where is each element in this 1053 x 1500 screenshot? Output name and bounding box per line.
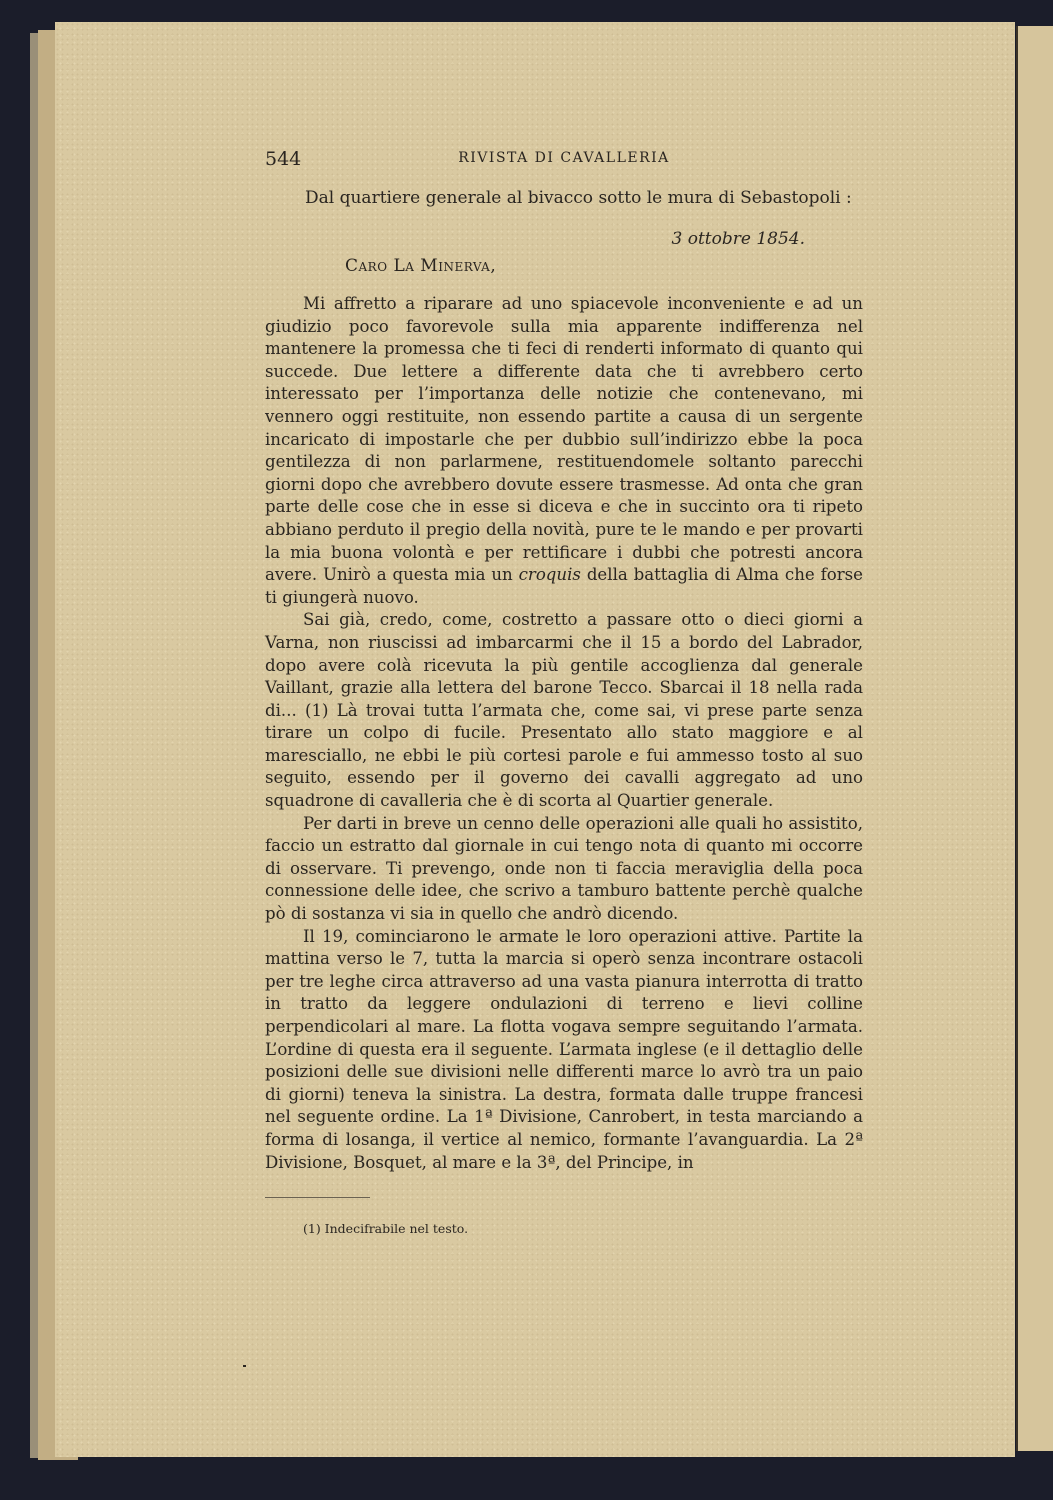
letter-intro: Dal quartiere generale al bivacco sotto le mura di Sebastopoli : <box>305 188 852 208</box>
facing-page-edge <box>1016 26 1053 1451</box>
letter-salutation: Caro La Minerva, <box>345 256 497 276</box>
paragraph-4: Il 19, cominciarono le armate le loro operazioni attive. Partite la mattina verso le 7, tutta la marcia si operò senza incontrare ostacoli per tre leghe circa attraverso ad una vasta pianura interrotta di tratto in tratto da leggere ondulazioni di terreno e lievi colline perpendicolari al mare. La flotta vogava sempre seguitando l’armata. L’ordine di questa era il seguente. L’armata inglese (e il dettaglio delle posizioni delle sue divisioni nelle differenti marce lo avrò tra un paio di giorni) teneva la sinistra. La destra, formata dalle truppe francesi nel seguente ordine. La 1ª Divisione, Canrobert, in testa marciando a forma di losanga, il vertice al nemico, formante l’avanguardia. La 2ª Divisione, Bosquet, al mare e la 3ª, del Principe, in <box>265 926 863 1172</box>
paragraph-1-text: Mi affretto a riparare ad uno spiacevole inconveniente e ad un giudizio poco favorevole sulla mia apparente indifferenza nel mantenere la promessa che ti feci di renderti informato di quanto qui succede. Due lettere a differente data che ti avrebbero certo interessato per l’importanza delle notizie che contenevano, mi vennero oggi restituite, non essendo partite a causa di un sergente incaricato di impostarle che per dubbio sull’indirizzo ebbe la poca gentilezza di non parlarmene, restituendomele soltanto parecchi giorni dopo che avrebbero dovute essere trasmesse. Ad onta che gran parte delle cose che in esse si diceva e che in succinto ora ti ripeto abbiano perduto il pregio della novità, pure te le mando e per provarti la mia buona volontà e per rettificare i dubbi che potresti ancora avere. Unirò a questa mia un <box>265 294 863 585</box>
running-title: RIVISTA DI CAVALLERIA <box>458 150 670 166</box>
paragraph-1 <box>265 293 863 609</box>
paragraph-3: Per darti in breve un cenno delle operazioni alle quali ho assistito, faccio un estratto dal giornale in cui tengo nota di quanto mi occorre di osservare. Ti prevengo, onde non ti faccia meraviglia della poca connessione delle idee, che scrivo a tamburo battente perchè qualche pò di sostanza vi sia in quello che andrò dicendo. <box>265 813 863 924</box>
paragraph-1-tail: della battaglia di Alma che forse ti giungerà nuovo. <box>265 565 863 607</box>
page-number: 544 <box>265 148 302 170</box>
letter-date: 3 ottobre 1854. <box>671 229 805 249</box>
running-header <box>265 148 863 172</box>
letter-body <box>265 293 863 1174</box>
footnote-rule <box>265 1197 370 1198</box>
ink-speck <box>243 1365 246 1367</box>
italic-term: croquis <box>518 565 581 585</box>
footnote: (1) Indecifrabile nel testo. <box>303 1221 469 1236</box>
paragraph-2: Sai già, credo, come, costretto a passare otto o dieci giorni a Varna, non riuscissi ad imbarcarmi che il 15 a bordo del Labrador, dopo avere colà ricevuta la più gentile accoglienza dal generale Vaillant, grazie alla lettera del barone Tecco. Sbarcai il 18 nella rada di... (1) Là trovai tutta l’armata che, come sai, vi prese parte senza tirare un colpo di fucile. Presentato allo stato maggiore e al maresciallo, ne ebbi le più cortesi parole e fui ammesso tosto al suo seguito, essendo per il governo dei cavalli aggregato ad uno squadrone di cavalleria che è di scorta al Quartier generale. <box>265 610 863 811</box>
